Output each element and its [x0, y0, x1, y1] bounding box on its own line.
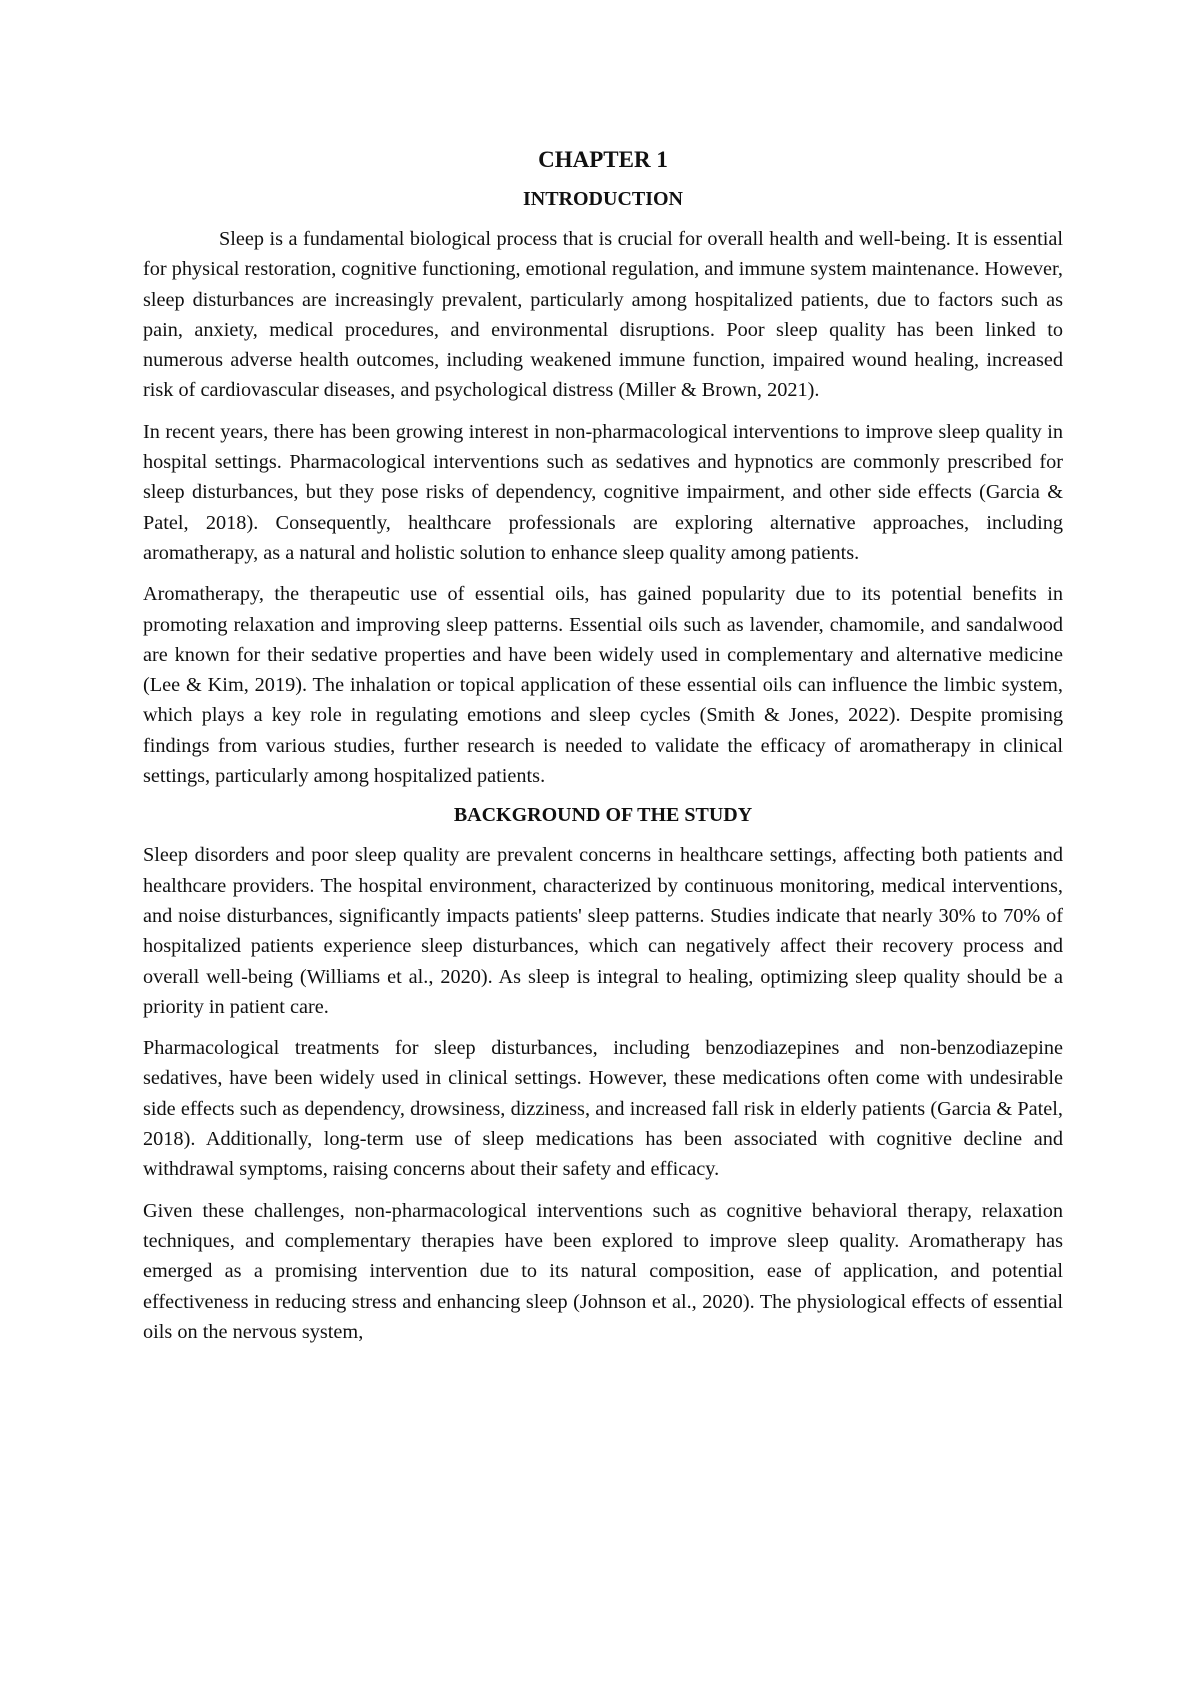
background-paragraph-2: Pharmacological treatments for sleep disturbances, including benzodiazepines and non-benzodiazepine sedatives, have been widely used in clinical settings. However, these medications often come with undesirable side effects such as dependency, drowsiness, dizziness, and increased fall risk in elderly patients (Garcia & Patel, 2018). Additionally, long-term use of sleep medications has been associated with cognitive decline and withdrawal symptoms, raising concerns about their safety and efficacy. [143, 1037, 1063, 1181]
intro-paragraph-3: Aromatherapy, the therapeutic use of essential oils, has gained popularity due to its potential benefits in promoting relaxation and improving sleep patterns. Essential oils such as lavender, chamomile, and sandalwood are known for their sedative properties and have been widely used in complementary and alternative medicine (Lee & Kim, 2019). The inhalation or topical application of these essential oils can influence the limbic system, which plays a key role in regulating emotions and sleep cycles (Smith & Jones, 2022). Despite promising findings from various studies, further research is needed to validate the efficacy of aromatherapy in clinical settings, particularly among hospitalized patients. [143, 583, 1063, 788]
background-heading: BACKGROUND OF THE STUDY [453, 804, 753, 827]
background-paragraph-3: Given these challenges, non-pharmacological interventions such as cognitive behavioral therapy, relaxation techniques, and complementary therapies have been explored to improve sleep quality. Aromatherapy has emerged as a promising intervention due to its natural composition, ease of application, and potential effectiveness in reducing stress and enhancing sleep (Johnson et al., 2020). The physiological effects of essential oils on the nervous system, [143, 1199, 1063, 1343]
intro-paragraph-2: In recent years, there has been growing interest in non-pharmacological interventions to improve sleep quality in hospital settings. Pharmacological interventions such as sedatives and hypnotics are commonly prescribed for sleep disturbances, but they pose risks of dependency, cognitive impairment, and other side effects (Garcia & Patel, 2018). Consequently, healthcare professionals are exploring alternative approaches, including aromatherapy, as a natural and holistic solution to enhance sleep quality among patients. [143, 420, 1063, 564]
intro-paragraph-1: Sleep is a fundamental biological process that is crucial for overall health and well-being. It is essential for physical restoration, cognitive functioning, emotional regulation, and immune system maintenance. However, sleep disturbances are increasingly prevalent, particularly among hospitalized patients, due to factors such as pain, anxiety, medical procedures, and environmental disruptions. Poor sleep quality has been linked to numerous adverse health outcomes, including weakened immune function, impaired wound healing, increased risk of cardiovascular diseases, and psychological distress (Miller & Brown, 2021). [143, 228, 1063, 402]
chapter-title: CHAPTER 1 [538, 147, 668, 172]
document-page [143, 146, 1063, 1358]
introduction-heading: INTRODUCTION [522, 188, 684, 210]
background-paragraph-1: Sleep disorders and poor sleep quality are prevalent concerns in healthcare settings, affecting both patients and healthcare providers. The hospital environment, characterized by continuous monitoring, medical interventions, and noise disturbances, significantly impacts patients' sleep patterns. Studies indicate that nearly 30% to 70% of hospitalized patients experience sleep disturbances, which can negatively affect their recovery process and overall well-being (Williams et al., 2020). As sleep is integral to healing, optimizing sleep quality should be a priority in patient care. [143, 844, 1063, 1018]
